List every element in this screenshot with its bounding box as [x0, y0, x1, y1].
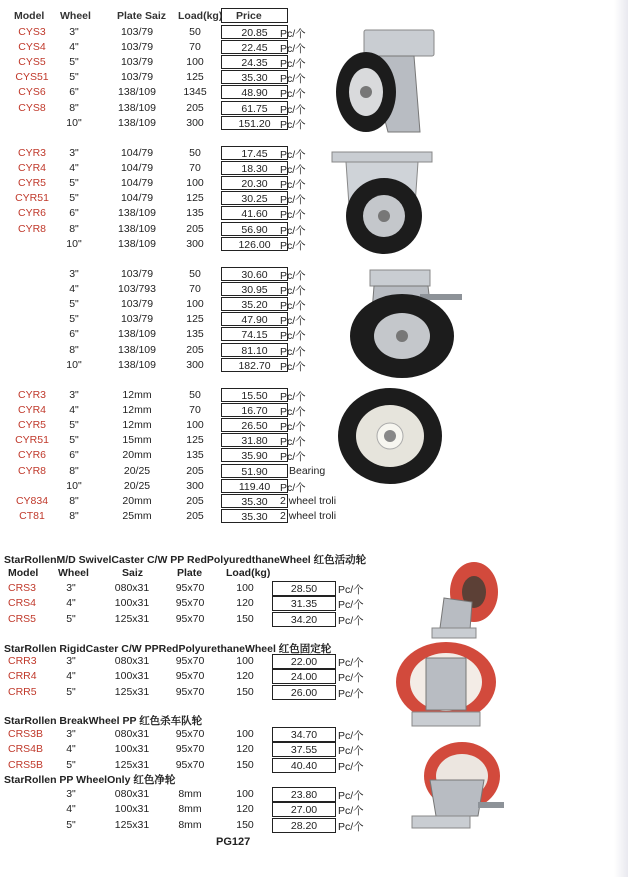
- sr-row-unit: Pc/个: [338, 820, 364, 833]
- row-price: 35.90: [221, 448, 288, 462]
- row-unit: Pc/个: [280, 239, 306, 252]
- sr-row-saiz: 080x31: [114, 728, 150, 740]
- sr-row-load: 100: [236, 655, 254, 667]
- sr-row-plate: 95x70: [175, 685, 205, 698]
- row-wheel: 4": [69, 283, 79, 296]
- row-wheel: 8": [69, 101, 79, 114]
- row-price: 17.45: [221, 146, 288, 160]
- sr-row-wheel: 4": [66, 743, 76, 756]
- row-model: CYS3: [18, 26, 46, 38]
- sr-row-load: 150: [236, 612, 254, 625]
- header-price: Price: [236, 10, 262, 22]
- row-price: 47.90: [221, 312, 288, 326]
- row-model: CYR51: [15, 192, 49, 205]
- sr-row-unit: Pc/个: [338, 672, 364, 685]
- row-model: CYS5: [18, 56, 46, 69]
- sr-row-wheel: 3": [66, 582, 76, 594]
- row-price: 16.70: [221, 403, 288, 417]
- row-plate: 138/109: [118, 116, 156, 129]
- row-model: CYR5: [17, 419, 46, 432]
- sr-row-saiz: 080x31: [114, 582, 150, 594]
- row-load: 50: [189, 147, 201, 159]
- row-load: 125: [186, 192, 204, 205]
- row-unit: Pc/个: [280, 164, 306, 177]
- row-model: CYR6: [17, 207, 46, 220]
- sr-row-load: 150: [236, 758, 254, 771]
- row-plate: 12mm: [122, 389, 152, 401]
- row-price: 30.25: [221, 191, 288, 205]
- sr-row-unit: Pc/个: [338, 657, 364, 669]
- sr-row-price: 22.00: [272, 654, 336, 669]
- sr-row-plate: 95x70: [175, 655, 205, 667]
- sr-row-load: 120: [236, 743, 254, 756]
- sr-row-plate: 95x70: [175, 597, 205, 610]
- row-price: 74.15: [221, 327, 288, 341]
- row-load: 300: [186, 358, 204, 371]
- row-unit: Pc/个: [280, 391, 306, 403]
- row-price: 20.85: [221, 25, 288, 39]
- sr-row-load: 150: [236, 818, 254, 831]
- row-wheel: 3": [69, 26, 79, 38]
- row-plate: 12mm: [122, 419, 152, 432]
- sr-row-saiz: 080x31: [114, 788, 150, 800]
- row-load: 50: [189, 389, 201, 401]
- row-wheel: 5": [69, 192, 79, 205]
- section-title-wheel-only: StarRollen PP WheelOnly 红色净轮: [4, 774, 176, 786]
- sr-row-saiz: 080x31: [114, 655, 150, 667]
- row-load: 50: [189, 26, 201, 38]
- row-wheel: 10": [66, 116, 82, 129]
- row-plate: 138/109: [118, 207, 156, 220]
- row-wheel: 6": [69, 449, 79, 462]
- sr-row-saiz: 100x31: [114, 743, 150, 756]
- sr-row-wheel: 4": [66, 803, 76, 816]
- row-price: 22.45: [221, 40, 288, 54]
- row-price: 61.75: [221, 101, 288, 115]
- row-load: 100: [186, 419, 204, 432]
- row-load: 135: [186, 449, 204, 462]
- row-wheel: 4": [69, 41, 79, 54]
- row-price: 31.80: [221, 433, 288, 447]
- row-wheel: 3": [69, 389, 79, 401]
- row-plate: 103/793: [118, 283, 156, 296]
- row-unit: Pc/个: [280, 270, 306, 282]
- row-price: 56.90: [221, 222, 288, 236]
- header-load: Load(kg): [178, 10, 223, 22]
- sr-row-saiz: 100x31: [114, 803, 150, 816]
- sr-row-wheel: 3": [66, 728, 76, 740]
- sr-row-model: CRS3B: [8, 728, 44, 740]
- row-load: 125: [186, 71, 204, 84]
- row-plate: 103/79: [120, 41, 154, 54]
- row-load: 50: [189, 268, 201, 280]
- sr-row-plate: 95x70: [175, 582, 205, 594]
- sr-row-unit: Pc/个: [338, 687, 364, 700]
- sr-row-wheel: 3": [66, 788, 76, 800]
- row-unit: Pc/个: [280, 179, 306, 192]
- sr-row-price: 24.00: [272, 669, 336, 684]
- sr-row-unit: Pc/个: [338, 584, 364, 596]
- row-wheel: 8": [69, 222, 79, 235]
- row-model: CYR8: [17, 222, 46, 235]
- row-model: CYS4: [18, 41, 46, 54]
- row-plate: 103/79: [120, 71, 154, 84]
- row-load: 100: [186, 298, 204, 311]
- row-load: 205: [186, 343, 204, 356]
- row-price: 81.10: [221, 343, 288, 357]
- row-wheel: 10": [66, 237, 82, 250]
- brake-caster-photo: [336, 268, 464, 380]
- sr-row-model: CRS4B: [8, 743, 44, 756]
- row-load: 135: [186, 328, 204, 341]
- sr-header-model: Model: [8, 567, 39, 579]
- row-unit: Pc/个: [280, 360, 306, 373]
- row-load: 70: [189, 41, 201, 54]
- row-price: 48.90: [221, 85, 288, 99]
- row-unit: Pc/个: [280, 43, 306, 56]
- row-price: 35.20: [221, 297, 288, 311]
- row-price: 26.50: [221, 418, 288, 432]
- row-load: 205: [186, 494, 204, 507]
- sr-row-price: 28.50: [272, 581, 336, 596]
- row-wheel: 10": [66, 479, 82, 492]
- sr-row-wheel: 3": [66, 655, 76, 667]
- row-wheel: 10": [66, 358, 82, 371]
- row-model: CY834: [15, 494, 49, 507]
- sr-row-unit: Pc/个: [338, 790, 364, 802]
- row-model: CYR8: [17, 464, 46, 477]
- row-unit: Pc/个: [280, 224, 306, 237]
- row-price: 35.30: [221, 509, 288, 523]
- row-unit: Bearing: [289, 464, 326, 477]
- sr-row-price: 37.55: [272, 742, 336, 757]
- row-price: 30.60: [221, 267, 288, 281]
- row-load: 70: [189, 404, 201, 417]
- row-load: 205: [186, 509, 204, 522]
- sr-row-plate: 95x70: [175, 743, 205, 756]
- row-plate: 138/109: [118, 101, 156, 114]
- row-plate: 104/79: [120, 177, 154, 190]
- sr-row-saiz: 125x31: [114, 758, 150, 771]
- row-price: 182.70: [221, 358, 288, 372]
- sr-row-saiz: 100x31: [114, 597, 150, 610]
- red-swivel-caster-photo: [426, 558, 502, 642]
- sr-header-plate: Plate: [177, 567, 203, 579]
- sr-row-price: 27.00: [272, 802, 336, 817]
- row-load: 70: [189, 283, 201, 296]
- sr-row-price: 31.35: [272, 596, 336, 611]
- row-wheel: 8": [69, 509, 79, 522]
- row-price: 151.20: [221, 116, 288, 130]
- row-plate: 103/79: [120, 268, 154, 280]
- row-wheel: 8": [69, 343, 79, 356]
- row-plate: 12mm: [122, 404, 152, 417]
- row-unit: Pc/个: [280, 149, 306, 161]
- row-price: 126.00: [221, 237, 288, 251]
- row-plate: 138/109: [118, 222, 156, 235]
- sr-row-plate: 8mm: [178, 788, 202, 800]
- row-load: 205: [186, 464, 204, 477]
- sr-row-saiz: 125x31: [114, 612, 150, 625]
- sr-row-model: CRS3: [8, 582, 37, 594]
- row-unit: Pc/个: [280, 421, 306, 434]
- header-model: Model: [14, 10, 45, 22]
- row-load: 70: [189, 162, 201, 175]
- row-plate: 138/109: [118, 86, 156, 99]
- row-wheel: 3": [69, 147, 79, 159]
- row-plate: 103/79: [120, 298, 154, 311]
- wheel-only-photo: [336, 386, 446, 486]
- header-plate: Plate Saiz: [117, 10, 167, 22]
- row-wheel: 5": [69, 298, 79, 311]
- row-wheel: 4": [69, 162, 79, 175]
- row-wheel: 5": [69, 56, 79, 69]
- row-load: 125: [186, 434, 204, 447]
- row-price: 18.30: [221, 161, 288, 175]
- row-load: 1345: [183, 86, 207, 99]
- sr-row-load: 120: [236, 670, 254, 683]
- row-wheel: 6": [69, 328, 79, 341]
- sr-row-load: 120: [236, 803, 254, 816]
- sr-row-price: 40.40: [272, 758, 336, 773]
- section-title-swivel: StarRollenM/D SwivelCaster C/W PP RedPolyuredthaneWheel 红色活动轮: [4, 554, 367, 566]
- page-number: PG127: [216, 836, 251, 848]
- sr-row-price: 26.00: [272, 685, 336, 700]
- row-model: CYS51: [15, 71, 49, 84]
- sr-row-wheel: 5": [66, 758, 76, 771]
- row-load: 125: [186, 313, 204, 326]
- row-plate: 20/25: [123, 479, 151, 492]
- row-unit: Pc/个: [280, 300, 306, 313]
- row-unit: Pc/个: [280, 118, 306, 131]
- row-price: 30.95: [221, 282, 288, 296]
- row-plate: 104/79: [120, 192, 154, 205]
- row-model: CYR5: [17, 177, 46, 190]
- sr-row-plate: 95x70: [175, 758, 205, 771]
- sr-row-saiz: 100x31: [114, 670, 150, 683]
- sr-row-load: 120: [236, 597, 254, 610]
- row-plate: 104/79: [120, 147, 154, 159]
- sr-row-model: CRR3: [8, 655, 37, 667]
- row-model: CYR6: [17, 449, 46, 462]
- row-model: CYR51: [15, 434, 49, 447]
- row-model: CT81: [19, 509, 45, 522]
- sr-row-wheel: 5": [66, 612, 76, 625]
- sr-row-saiz: 125x31: [114, 685, 150, 698]
- sr-row-unit: Pc/个: [338, 760, 364, 773]
- row-unit: Pc/个: [280, 58, 306, 71]
- row-model: CYR3: [17, 147, 46, 159]
- sr-row-wheel: 5": [66, 818, 76, 831]
- sr-row-unit: Pc/个: [338, 730, 364, 742]
- sr-header-load: Load(kg): [226, 567, 271, 579]
- row-unit: Pc/个: [280, 209, 306, 222]
- sr-row-plate: 8mm: [178, 818, 202, 831]
- sr-header-saiz: Saiz: [122, 567, 144, 579]
- row-load: 100: [186, 177, 204, 190]
- row-wheel: 5": [69, 419, 79, 432]
- sr-row-wheel: 4": [66, 670, 76, 683]
- header-price-box: [221, 8, 288, 23]
- row-unit: Pc/个: [280, 481, 306, 494]
- sr-row-price: 28.20: [272, 818, 336, 833]
- row-unit: Pc/个: [280, 73, 306, 86]
- row-price: 20.30: [221, 176, 288, 190]
- swivel-caster-photo: [328, 28, 438, 138]
- row-unit: Pc/个: [280, 345, 306, 358]
- row-unit: Pc/个: [280, 451, 306, 464]
- row-unit: Pc/个: [280, 285, 306, 298]
- row-unit: Pc/个: [280, 88, 306, 101]
- row-unit: Pc/个: [280, 315, 306, 328]
- row-wheel: 6": [69, 86, 79, 99]
- row-load: 205: [186, 101, 204, 114]
- row-price: 41.60: [221, 206, 288, 220]
- sr-row-model: CRS5B: [8, 758, 44, 771]
- row-plate: 138/109: [118, 328, 156, 341]
- row-unit: Pc/个: [280, 330, 306, 343]
- sr-row-plate: 8mm: [178, 803, 202, 816]
- row-wheel: 3": [69, 268, 79, 280]
- row-unit: Pc/个: [280, 194, 306, 207]
- sr-row-plate: 95x70: [175, 612, 205, 625]
- row-plate: 103/79: [120, 26, 154, 38]
- row-wheel: 5": [69, 71, 79, 84]
- row-price: 51.90: [221, 464, 288, 478]
- row-model: CYS8: [18, 101, 46, 114]
- sr-row-load: 100: [236, 582, 254, 594]
- row-load: 135: [186, 207, 204, 220]
- sr-row-wheel: 4": [66, 597, 76, 610]
- row-plate: 20mm: [122, 494, 152, 507]
- sr-row-price: 34.70: [272, 727, 336, 742]
- row-unit: Pc/个: [280, 436, 306, 449]
- row-model: CYR3: [17, 389, 46, 401]
- sr-header-wheel: Wheel: [58, 567, 89, 579]
- sr-row-model: CRR5: [8, 685, 37, 698]
- row-wheel: 5": [69, 313, 79, 326]
- row-unit: 2 wheel troli: [280, 494, 337, 507]
- row-load: 100: [186, 56, 204, 69]
- row-plate: 20/25: [123, 464, 151, 477]
- sr-row-price: 34.20: [272, 612, 336, 627]
- sr-row-saiz: 125x31: [114, 818, 150, 831]
- row-wheel: 6": [69, 207, 79, 220]
- row-wheel: 5": [69, 434, 79, 447]
- row-wheel: 4": [69, 404, 79, 417]
- row-price: 35.30: [221, 70, 288, 84]
- sr-row-price: 23.80: [272, 787, 336, 802]
- sr-row-unit: Pc/个: [338, 805, 364, 818]
- sr-row-plate: 95x70: [175, 670, 205, 683]
- sr-row-load: 100: [236, 788, 254, 800]
- section-title-rigid: StarRollen RigidCaster C/W PPRedPolyurethaneWheel 红色固定轮: [4, 643, 332, 655]
- header-wheel: Wheel: [60, 10, 91, 22]
- row-price: 35.30: [221, 494, 288, 508]
- row-plate: 20mm: [122, 449, 152, 462]
- row-model: CYR4: [17, 404, 46, 417]
- row-wheel: 8": [69, 494, 79, 507]
- row-wheel: 8": [69, 464, 79, 477]
- row-plate: 103/79: [120, 313, 154, 326]
- sr-row-unit: Pc/个: [338, 599, 364, 612]
- row-plate: 138/109: [118, 237, 156, 250]
- row-plate: 138/109: [118, 358, 156, 371]
- row-plate: 15mm: [122, 434, 152, 447]
- row-price: 15.50: [221, 388, 288, 402]
- row-model: CYS6: [18, 86, 46, 99]
- row-load: 300: [186, 237, 204, 250]
- row-unit: Pc/个: [280, 406, 306, 419]
- rigid-caster-photo: [328, 150, 436, 256]
- row-load: 300: [186, 479, 204, 492]
- page-edge-shade: [614, 0, 628, 877]
- row-price: 119.40: [221, 479, 288, 493]
- row-plate: 138/109: [118, 343, 156, 356]
- sr-row-model: CRS5: [8, 612, 37, 625]
- row-model: CYR4: [17, 162, 46, 175]
- row-unit: Pc/个: [280, 103, 306, 116]
- sr-row-wheel: 5": [66, 685, 76, 698]
- sr-row-model: CRS4: [8, 597, 37, 610]
- sr-row-load: 100: [236, 728, 254, 740]
- row-unit: 2 wheel troli: [280, 509, 337, 522]
- row-price: 24.35: [221, 55, 288, 69]
- row-plate: 103/79: [120, 56, 154, 69]
- sr-row-unit: Pc/个: [338, 745, 364, 758]
- section-title-brake: StarRollen BreakWheel PP 红色杀车队轮: [4, 715, 203, 727]
- row-load: 205: [186, 222, 204, 235]
- row-load: 300: [186, 116, 204, 129]
- row-unit: Pc/个: [280, 28, 306, 40]
- red-brake-caster-photo: [408, 736, 506, 832]
- sr-row-unit: Pc/个: [338, 614, 364, 627]
- row-plate: 25mm: [122, 509, 152, 522]
- row-plate: 104/79: [120, 162, 154, 175]
- sr-row-plate: 95x70: [175, 728, 205, 740]
- sr-row-model: CRR4: [8, 670, 37, 683]
- row-wheel: 5": [69, 177, 79, 190]
- red-rigid-caster-photo: [394, 640, 500, 728]
- sr-row-load: 150: [236, 685, 254, 698]
